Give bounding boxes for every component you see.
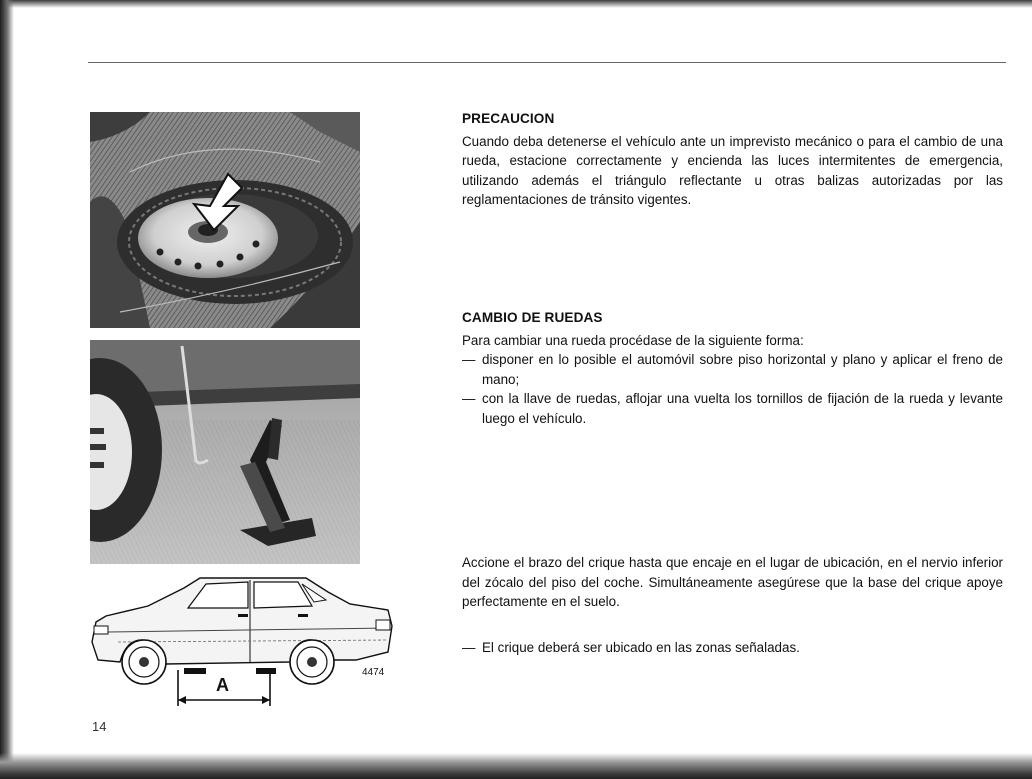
scan-left-edge bbox=[0, 0, 14, 779]
scan-top-edge bbox=[0, 0, 1032, 8]
jack-note bbox=[462, 638, 1003, 658]
wheel-change-section bbox=[462, 308, 1003, 429]
figure-number: 4474 bbox=[362, 667, 385, 678]
page-number: 14 bbox=[92, 719, 107, 734]
jack-note-text: El crique deberá ser ubicado en las zonas señaladas. bbox=[482, 640, 800, 655]
dash-bullet: — bbox=[462, 640, 476, 655]
wheel-change-step bbox=[462, 350, 1003, 389]
precaution-body: Cuando deba detenerse el vehículo ante un imprevisto mecánico o para el cambio de una rueda, estacione correctamente y encienda las luces intermitentes de emergencia, utilizando además el triángulo reflectante u otras balizas autorizadas por las reglamentaciones de tránsito vigentes. bbox=[462, 133, 1003, 208]
step-text: disponer en lo posible el automóvil sobre piso horizontal y plano y aplicar el freno de mano; bbox=[482, 352, 1003, 387]
wheel-change-step bbox=[462, 389, 1003, 428]
spare-wheel-photo bbox=[90, 112, 360, 328]
step-text: con la llave de ruedas, aflojar una vuelta los tornillos de fijación de la rueda y levante luego el vehículo. bbox=[482, 391, 1003, 426]
jack-body: Accione el brazo del crique hasta que encaje en el lugar de ubicación, en el nervio inferior del zócalo del piso del coche. Simultáneamente asegúrese que la base del crique apoye perfectamente en el suelo. bbox=[462, 555, 1003, 610]
wheel-change-intro: Para cambiar una rueda procédase de la siguiente forma: bbox=[462, 332, 804, 348]
precaution-heading: PRECAUCION bbox=[462, 111, 555, 126]
jack-note-section bbox=[462, 638, 1003, 658]
dimension-label: A bbox=[216, 675, 229, 695]
scan-bottom-edge bbox=[0, 753, 1032, 779]
dash-bullet: — bbox=[462, 391, 476, 407]
car-jack-zone-diagram bbox=[88, 570, 400, 710]
jack-photo bbox=[90, 340, 360, 564]
wheel-change-heading: CAMBIO DE RUEDAS bbox=[462, 310, 603, 325]
precaution-section bbox=[462, 109, 1003, 210]
dash-bullet: — bbox=[462, 352, 476, 368]
header-rule bbox=[88, 62, 1006, 63]
jack-section bbox=[462, 553, 1003, 612]
